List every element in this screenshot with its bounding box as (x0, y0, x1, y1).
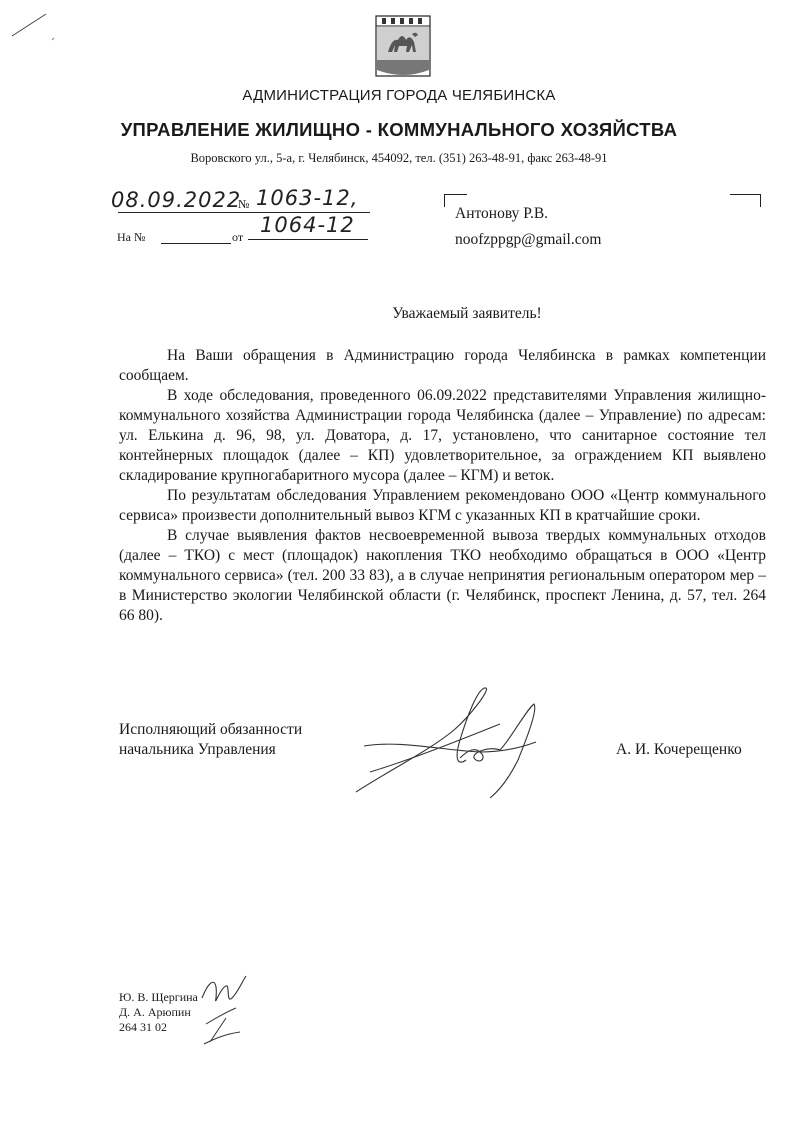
paragraph: В ходе обследования, проведенного 06.09.2022 представителями Управления жилищно-коммунального хозяйства Администрации города Челябинска (далее – Управление) по адресам: ул. Елькина д. 96, 98, ул. Доватора, д. 17, установлено, что санитарное состояние тел контейнерных площадок (далее – КП) удовлетворительное, за ограждением КП выявлено складирование крупногабаритного мусора (далее – КГМ) и веток. (119, 387, 766, 484)
paragraph: На Ваши обращения в Администрацию города Челябинска в рамках компетенции сообщаем. (119, 347, 766, 384)
department-address: Воровского ул., 5-а, г. Челябинск, 454092, тел. (351) 263-48-91, факс 263-48-91 (190, 151, 608, 165)
executor-name-2: Д. А. Арюпин (119, 1005, 191, 1019)
executor-phone: 264 31 02 (119, 1020, 167, 1034)
reference-number-underline (161, 243, 231, 244)
signer-name: А. И. Кочерещенко (616, 741, 742, 758)
handwritten-initials (196, 968, 256, 1048)
recipient-email: noofzppgp@gmail.com (455, 231, 602, 248)
executor-name-1: Ю. В. Щергина (119, 990, 198, 1004)
registration-number-1: 1063-12, (256, 186, 359, 210)
scan-mark-icon (8, 6, 68, 46)
signer-title-line-2: начальника Управления (119, 741, 276, 758)
registration-number-label: № (238, 197, 250, 211)
letter-body (119, 346, 766, 626)
handwritten-signature (350, 680, 550, 800)
signer-title-line-1: Исполняющий обязанности (119, 721, 303, 738)
recipient-name: Антонову Р.В. (455, 205, 549, 222)
registration-underline (118, 212, 370, 213)
salutation: Уважаемый заявитель! (392, 305, 542, 322)
administration-title: АДМИНИСТРАЦИЯ ГОРОДА ЧЕЛЯБИНСКА (242, 87, 556, 104)
paragraph: В случае выявления фактов несвоевременной вывоза твердых коммунальных отходов (далее – ТКО) с мест (площадок) накопления ТКО необходимо обращаться в ООО «Центр коммунального сервиса» (тел. 200 33 83), а в случае непринятия региональным оператором мер – в Министерство экологии Челябинской области (г. Челябинск, проспект Ленина, д. 57, тел. 264 66 80). (119, 527, 766, 624)
department-title: УПРАВЛЕНИЕ ЖИЛИЩНО - КОММУНАЛЬНОГО ХОЗЯЙСТВА (120, 119, 678, 140)
address-bracket-right (730, 194, 761, 207)
chelyabinsk-coat-of-arms-icon (374, 12, 432, 82)
reference-date-label: от (232, 230, 244, 244)
paragraph: По результатам обследования Управлением рекомендовано ООО «Центр коммунального сервиса» произвести дополнительный вывоз КГМ с указанных КП в кратчайшие сроки. (119, 487, 766, 524)
reference-date-underline (248, 239, 368, 240)
registration-number-2: 1064-12 (260, 213, 355, 237)
reference-number-label: На № (117, 230, 146, 244)
registration-date: 08.09.2022 (111, 188, 242, 212)
